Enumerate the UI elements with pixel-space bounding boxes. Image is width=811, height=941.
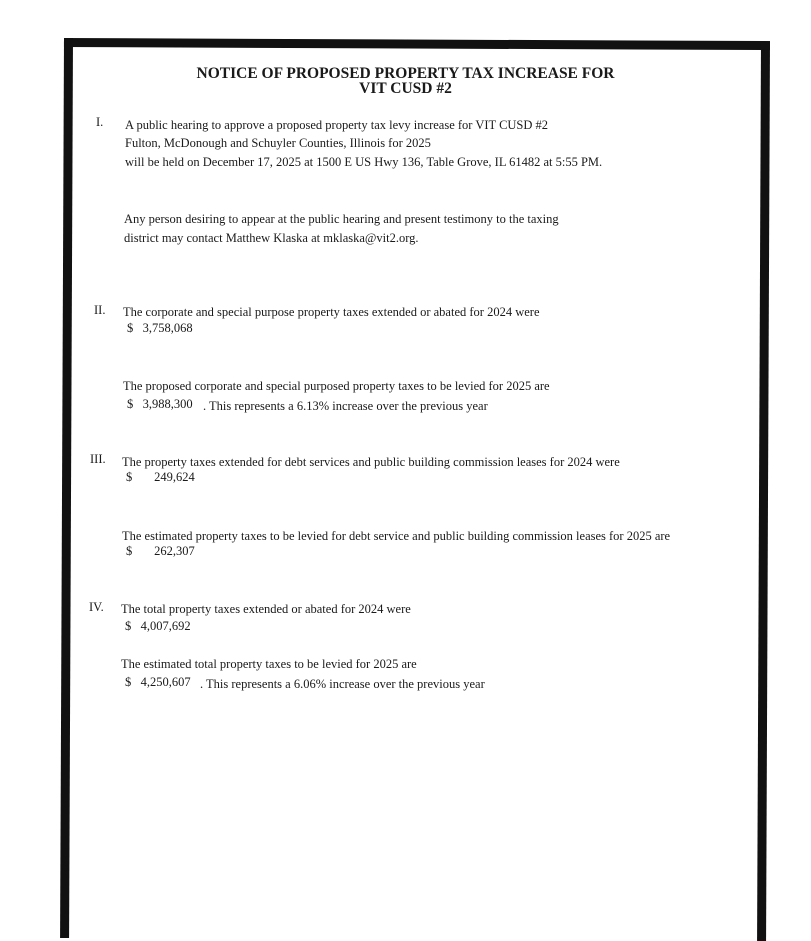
corporate-2025-amount: $ 3,988,300 [127,397,193,411]
contact-line-2: district may contact Matthew Klaska at mklaska@vit2.org. [124,231,419,245]
contact-line-1: Any person desiring to appear at the public hearing and present testimony to the taxing [124,212,559,226]
debt-2025-amount: $ 262,307 [126,544,195,558]
total-2024-text: The total property taxes extended or abated for 2024 were [121,602,411,616]
corporate-2024-text: The corporate and special purpose property taxes extended or abated for 2024 were [123,305,540,319]
title-line-2: VIT CUSD #2 [359,80,452,97]
debt-2025-text: The estimated property taxes to be levied for debt service and public building commission leases for 2025 are [122,529,671,543]
notice-title [0,66,811,96]
debt-2024-amount: $ 249,624 [126,470,195,484]
corporate-increase-note: . This represents a 6.13% increase over the previous year [203,399,488,413]
debt-2024-text: The property taxes extended for debt services and public building commission leases for 2024 were [122,455,620,469]
section-i-numeral: I. [96,115,104,129]
section-ii-numeral: II. [94,303,106,317]
corporate-2024-amount: $ 3,758,068 [127,321,193,335]
total-2025-text: The estimated total property taxes to be levied for 2025 are [121,657,417,671]
total-2024-amount: $ 4,007,692 [125,619,191,633]
section-iv-numeral: IV. [89,600,104,614]
total-increase-note: . This represents a 6.06% increase over the previous year [200,677,485,691]
total-2025-amount: $ 4,250,607 [125,675,191,689]
hearing-line-3: will be held on December 17, 2025 at 1500 E US Hwy 136, Table Grove, IL 61482 at 5:55 PM. [125,155,603,169]
page-border [60,38,770,941]
hearing-line-2: Fulton, McDonough and Schuyler Counties, Illinois for 2025 [125,136,431,150]
section-iii-numeral: III. [90,452,106,466]
corporate-2025-text: The proposed corporate and special purposed property taxes to be levied for 2025 are [123,379,550,393]
hearing-line-1: A public hearing to approve a proposed property tax levy increase for VIT CUSD #2 [125,118,549,132]
title-line-1: NOTICE OF PROPOSED PROPERTY TAX INCREASE FOR [196,65,615,82]
